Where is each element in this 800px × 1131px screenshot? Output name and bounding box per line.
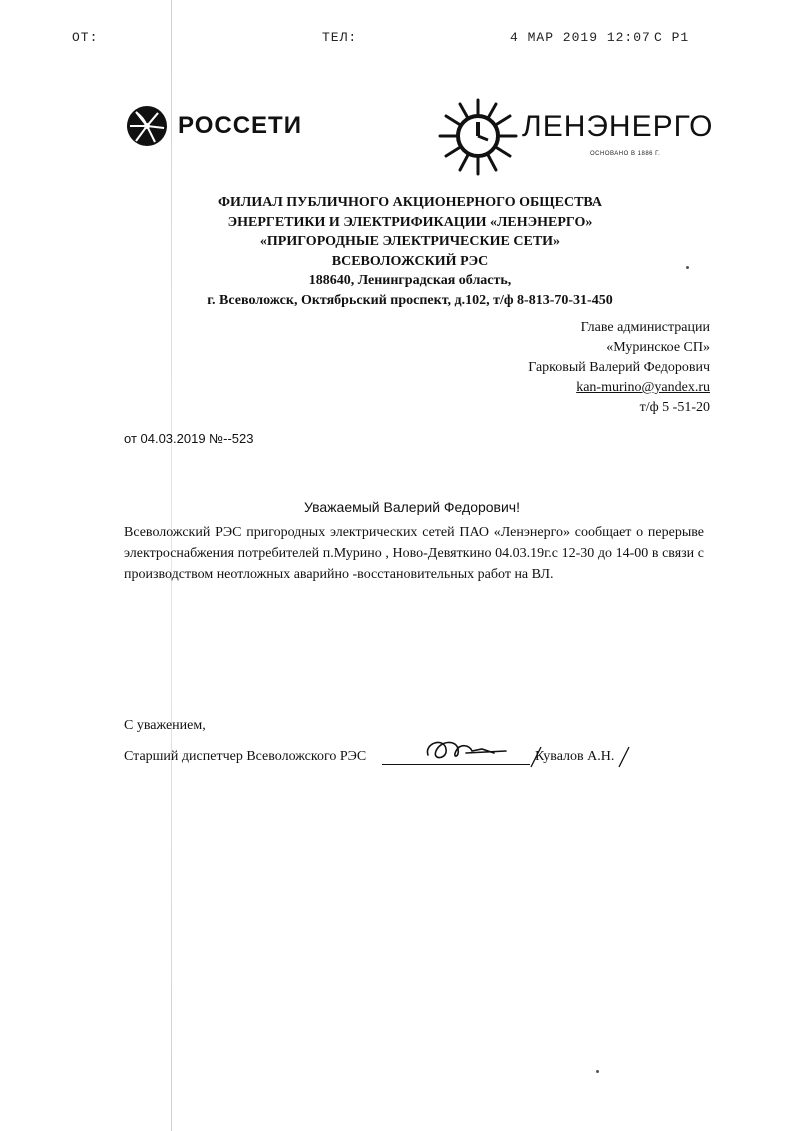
org-line-1: ФИЛИАЛ ПУБЛИЧНОГО АКЦИОНЕРНОГО ОБЩЕСТВА (218, 195, 602, 210)
signatory-name: Кувалов А.Н. (535, 749, 615, 764)
fax-datetime: 4 МАР 2019 12:07 (510, 30, 651, 45)
lenenergo-wordmark: ЛЕНЭНЕРГО (522, 110, 714, 143)
slash-right-icon (617, 745, 631, 769)
rosseti-emblem-icon (124, 104, 170, 148)
org-line-4: ВСЕВОЛОЖСКИЙ РЭС (331, 253, 489, 269)
signature-row (124, 745, 644, 775)
org-line-2: ЭНЕРГЕТИКИ И ЭЛЕКТРИФИКАЦИИ «ЛЕНЭНЕРГО» (227, 214, 593, 230)
addressee-name: Гарковый Валерий Федорович (528, 360, 710, 375)
rosseti-logo (124, 104, 304, 148)
addressee-block (528, 318, 710, 418)
outgoing-reference: от 04.03.2019 №--523 (124, 431, 254, 446)
greeting: Уважаемый Валерий Федорович! (304, 499, 520, 515)
addressee-position: Главе администрации (580, 320, 710, 335)
rosseti-wordmark: РОССЕТИ (178, 112, 302, 139)
org-line-3: «ПРИГОРОДНЫЕ ЭЛЕКТРИЧЕСКИЕ СЕТИ» (259, 234, 561, 249)
lenenergo-tagline: ОСНОВАНО В 1886 Г. (590, 151, 661, 157)
org-address-1: 188640, Ленинградская область, (308, 273, 512, 288)
scan-speck (686, 266, 689, 269)
lenenergo-logo (436, 96, 714, 176)
fax-header (0, 30, 800, 50)
fax-tel-label: ТЕЛ: (322, 30, 358, 45)
addressee-email-link[interactable]: kan-murino@yandex.ru (576, 380, 710, 395)
signatory-title: Старший диспетчер Всеволожского РЭС (124, 749, 367, 764)
fax-from-label: ОТ: (72, 30, 99, 45)
closing: С уважением, (124, 718, 206, 733)
org-address-2: г. Всеволожск, Октябрьский проспект, д.102, т/ф 8-813-70-31-450 (207, 292, 613, 308)
scan-speck (596, 1070, 599, 1073)
fax-page: С Р1 (654, 30, 690, 45)
addressee-phone: т/ф 5 -51-20 (639, 400, 710, 415)
handwritten-signature-icon (422, 733, 512, 767)
lenenergo-sun-emblem-icon (436, 96, 520, 176)
addressee-municipality: «Муринское СП» (606, 340, 710, 355)
organization-header (180, 193, 640, 310)
letter-body: Всеволожский РЭС пригородных электрических сетей ПАО «Ленэнерго» сообщает о перерыве электроснабжения потребителей п.Мурино , Ново-Девяткино 04.03.19г.с 12-30 до 14-00 в связи с производством неотложных аварийно -восстановительных работ на ВЛ. (124, 525, 704, 582)
